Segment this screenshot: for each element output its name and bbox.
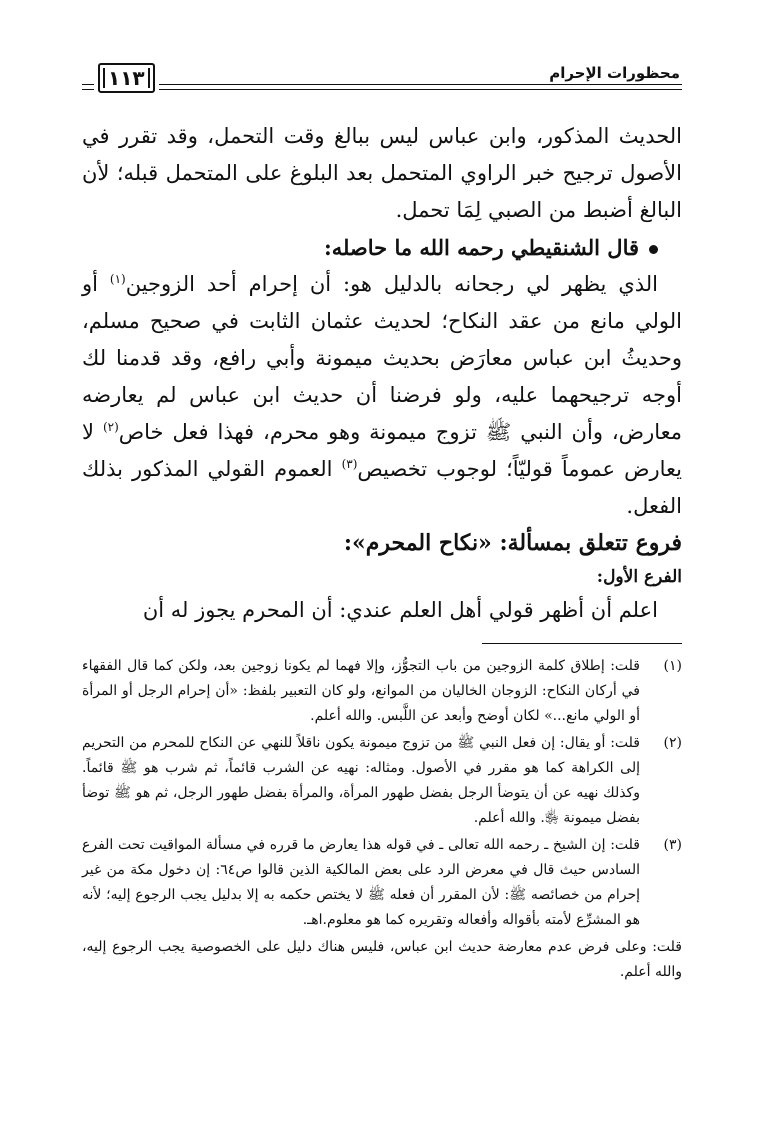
paragraph-2 <box>82 266 682 525</box>
footnotes <box>82 654 682 985</box>
footnote-2 <box>82 731 682 831</box>
footnote-1 <box>82 654 682 729</box>
footnote-3 <box>82 833 682 933</box>
bullet-icon <box>649 245 658 254</box>
paragraph-2-part-d: العموم القولي المذكور بذلك الفعل. <box>82 457 682 518</box>
footnote-number: (١) <box>663 658 682 674</box>
paragraph-2-part-a: الذي يظهر لي رجحانه بالدليل هو: أن إحرام أحد الزوجين <box>125 272 659 296</box>
running-title: محظورات الإحرام <box>549 64 680 82</box>
paragraph-2-part-c: لا يعارض عموماً قوليّاً؛ لوجوب تخصيص <box>82 420 682 481</box>
sub-section-title: الفرع الأول: <box>596 567 682 587</box>
paragraph-1: الحديث المذكور، وابن عباس ليس ببالغ وقت التحمل، وقد تقرر في الأصول ترجيح خبر الراوي المتحمل بعد البلوغ على المتحمل قبله؛ لأن البالغ أضبط من الصبي لِمَا تحمل. <box>82 124 682 222</box>
footnote-text: قلت: إطلاق كلمة الزوجين من باب التجوُّز، وإلا فهما لم يكونا زوجين بعد، ولكن كما قال الفقهاء في أركان النكاح: الزوجان الخاليان من الموانع، ولو كان التعبير بلفظ: «أن إحرام الرجل أو المرأة أو الولي مانع...» لكان أوضح وأبعد عن اللَّبس. والله أعلم. <box>82 658 640 724</box>
footnote-text: قلت: إن الشيخ ـ رحمه الله تعالى ـ في قوله هذا يعارض ما قرره في مسألة المواقيت تحت الفرع السادس حيث قال في معرض الرد على بعض المالكية الذين قالوا ص٦٤: إن دخول مكة من غير إحرام من خصائصه ﷺ: لأن المقرر أن فعله ﷺ لا يختص حكمه به إلا بدليل يجب الرجوع إليه؛ لأنه هو المشرِّع لأمته بأقواله وأفعاله وتقريره كما هو معلوم.اهـ. <box>82 837 640 928</box>
footnote-ref-3[interactable]: (٣) <box>341 457 358 471</box>
page-number: ١١٣ <box>98 63 155 93</box>
paragraph-3: اعلم أن أظهر قولي أهل العلم عندي: أن المحرم يجوز له أن <box>142 598 658 622</box>
quote-heading-text: قال الشنقيطي رحمه الله ما حاصله: <box>323 235 639 260</box>
header-double-rule <box>82 84 682 90</box>
page-header <box>82 48 682 98</box>
footnote-ref-1[interactable]: (١) <box>109 272 126 286</box>
footnote-separator <box>482 643 682 644</box>
main-text <box>82 118 682 629</box>
section-title: فروع تتعلق بمسألة: «نكاح المحرم»: <box>343 530 682 556</box>
quote-heading <box>82 229 682 266</box>
book-page <box>82 48 682 1088</box>
paragraph-2-part-b: أو الولي مانع من عقد النكاح؛ لحديث عثمان الثابت في صحيح مسلم، وحديثُ ابن عباس معارَض بحديث ميمونة وأبي رافع، وقد قدمنا لك أوجه ترجيحهما عليه، ولو فرضنا أن حديث ابن عباس لم يعارضه معارض، وأن النبي ﷺ تزوج ميمونة وهو محرم، فهذا فعل خاص <box>82 272 682 444</box>
footnote-number: (٢) <box>663 735 682 751</box>
footnote-text: قلت: أو يقال: إن فعل النبي ﷺ من تزوج ميمونة يكون ناقلاً للنهي عن النكاح للمحرم من التحريم إلى الكراهة كما هو مقرر في الأصول. ومثاله: نهيه عن الشرب قائماً، ثم شرب هو ﷺ قائماً. وكذلك نهيه عن أن يتوضأ الرجل بفضل طهور المرأة، والمرأة بفضل طهور الرجل، ثم هو ﷺ توضأ بفضل ميمونة ﵂. والله أعلم. <box>82 735 640 826</box>
footnote-3-addendum: قلت: وعلى فرض عدم معارضة حديث ابن عباس، فليس هناك دليل على الخصوصية يجب الرجوع إليه، والله أعلم. <box>82 939 682 980</box>
footnote-number: (٣) <box>663 837 682 853</box>
footnote-ref-2[interactable]: (٢) <box>102 420 119 434</box>
